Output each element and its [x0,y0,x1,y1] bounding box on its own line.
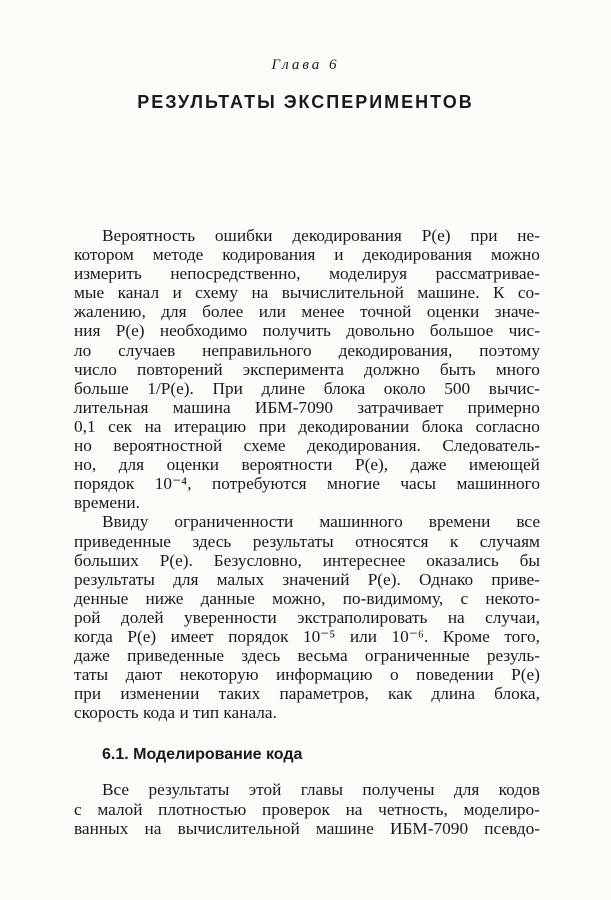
chapter-title: РЕЗУЛЬТАТЫ ЭКСПЕРИМЕНТОВ [137,92,474,112]
section-heading: 6.1. Моделирование кода [102,746,303,764]
text-line: больше 1/P(e). При длине блока около 500 вычис- [74,378,540,398]
text-line: таты дают некоторую информацию о поведении P(e) [74,665,540,685]
text-line: Все результаты этой главы получены для кодов [102,780,540,800]
paragraph [74,226,540,512]
text-line: с малой плотностью проверок на четность, моделиро- [74,799,540,819]
text-line: 0,1 сек на итерацию при декодировании блока согласно [74,416,540,436]
text-line: больших P(e). Безусловно, интереснее оказались бы [74,550,540,570]
paragraph [74,512,540,722]
text-line: измерить непосредственно, моделируя рассматривае- [74,264,540,284]
text-line: денные ниже данные можно, по-видимому, с некото- [74,588,540,608]
text-line: но, для оценки вероятности P(e), даже имеющей [74,455,540,475]
paragraph [74,780,540,837]
text-line: Ввиду ограниченности машинного времени все [102,512,540,532]
text-line: порядок 10⁻⁴, потребуются многие часы машинного [74,474,540,494]
text-line: результаты для малых значений P(e). Однако приве- [74,569,540,589]
text-line: мые канал и схему на вычислительной машине. К со- [74,283,540,303]
page-body [74,226,540,838]
text-line: но вероятностной схеме декодирования. Следователь- [74,436,540,456]
text-line: при изменении таких параметров, как длина блока, [74,684,540,704]
text-line: времени. [74,493,140,513]
text-line: рой долей уверенности экстраполировать на случаи, [74,607,540,627]
text-line: лительная машина ИБМ-7090 затрачивает примерно [74,397,540,417]
text-line: скорость кода и тип канала. [74,703,277,723]
text-line: ло случаев неправильного декодирования, поэтому [74,340,540,360]
chapter-label: Глава 6 [271,57,340,73]
text-line: приведенные здесь результаты относятся к случаям [74,531,540,551]
text-line: ния P(e) необходимо получить довольно большое чис- [74,321,540,341]
text-line: даже приведенные здесь весьма ограниченные резуль- [74,646,540,666]
text-line: котором методе кодирования и декодирования можно [74,245,540,265]
text-line: число повторений эксперимента должно быть много [74,359,540,379]
text-line: Вероятность ошибки декодирования P(e) при не- [102,226,540,245]
text-line: когда P(e) имеет порядок 10⁻⁵ или 10⁻⁶. Кроме того, [74,626,540,646]
text-line: ванных на вычислительной машине ИБМ-7090 псевдо- [74,818,540,838]
text-line: жалению, для более или менее точной оценки значе- [74,302,540,322]
